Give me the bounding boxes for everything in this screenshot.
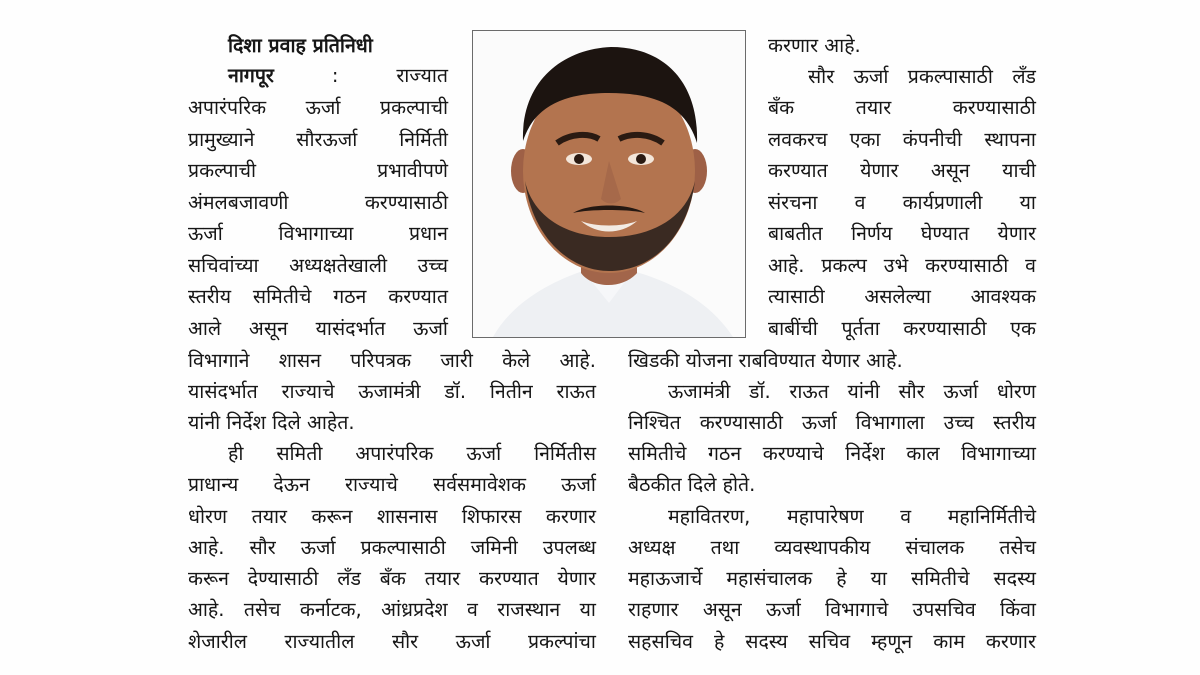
right-line: महावितरण, महापारेषण व महानिर्मितीचे (668, 505, 1036, 528)
left-line: शेजारील राज्यातील सौर ऊर्जा प्रकल्पांचा (188, 630, 596, 653)
right-line: संरचना व कार्यप्रणाली या (768, 191, 1036, 214)
left-line: प्रामुख्याने सौरऊर्जा निर्मिती (188, 128, 448, 151)
left-line: अंमलबजावणी करण्यासाठी (188, 191, 448, 214)
left-line: ही समिती अपारंपरिक ऊर्जा निर्मितीस (228, 442, 596, 465)
right-line: करणार आहे. (768, 34, 861, 57)
right-line: त्यासाठी असलेल्या आवश्यक (768, 285, 1036, 308)
right-line: महाऊजार्चे महासंचालक हे या समितीचे सदस्य (628, 567, 1036, 590)
left-line: ऊर्जा विभागाच्या प्रधान (188, 222, 448, 245)
right-line: ऊजामंत्री डॉ. राऊत यांनी सौर ऊर्जा धोरण (668, 380, 1036, 403)
left-line: धोरण तयार करून शासनास शिफारस करणार (188, 505, 596, 528)
left-line: आले असून यासंदर्भात ऊर्जा (188, 317, 448, 340)
right-line: समितीचे गठन करण्याचे निर्देश काल विभागाच्या (628, 442, 1036, 465)
dateline-colon: : (331, 64, 339, 87)
left-line: विभागाने शासन परिपत्रक जारी केले आहे. (188, 349, 596, 372)
right-line: खिडकी योजना राबविण्यात येणार आहे. (628, 349, 903, 372)
right-line: सौर ऊर्जा प्रकल्पासाठी लँड (808, 65, 1036, 88)
dateline-city: नागपूर (228, 64, 274, 87)
right-line: आहे. प्रकल्प उभे करण्यासाठी व (768, 254, 1036, 277)
portrait-image (473, 31, 745, 337)
left-line: प्रकल्पाची प्रभावीपणे (188, 159, 448, 182)
right-line: बाबींची पूर्तता करण्यासाठी एक (768, 317, 1036, 340)
portrait-photo (472, 30, 746, 338)
dateline-row (228, 60, 448, 92)
right-line: निश्चित करण्यासाठी ऊर्जा विभागाला उच्च स्तरीय (628, 411, 1036, 434)
right-line: बैठकीत दिले होते. (628, 473, 756, 496)
left-line: सचिवांच्या अध्यक्षतेखाली उच्च (188, 254, 448, 277)
right-line: करण्यात येणार असून याची (768, 159, 1036, 182)
byline: दिशा प्रवाह प्रतिनिधी (228, 34, 373, 57)
right-line: बाबतीत निर्णय घेण्यात येणार (768, 222, 1036, 245)
left-line: स्तरीय समितीचे गठन करण्यात (188, 285, 448, 308)
left-line: आहे. तसेच कर्नाटक, आंध्रप्रदेश व राजस्थान या (188, 598, 596, 621)
dateline-rest: राज्यात (396, 64, 448, 87)
left-line: आहे. सौर ऊर्जा प्रकल्पासाठी जमिनी उपलब्ध (188, 536, 596, 559)
right-line: अध्यक्ष तथा व्यवस्थापकीय संचालक तसेच (628, 536, 1036, 559)
right-line: लवकरच एका कंपनीची स्थापना (768, 128, 1036, 151)
left-line: करून देण्यासाठी लँड बँक तयार करण्यात येणार (188, 567, 596, 590)
left-line: यांनी निर्देश दिले आहेत. (188, 411, 355, 434)
right-line: सहसचिव हे सदस्य सचिव म्हणून काम करणार (628, 630, 1036, 653)
right-line: बँक तयार करण्यासाठी (768, 96, 1036, 119)
left-line: प्राधान्य देऊन राज्याचे सर्वसमावेशक ऊर्जा (188, 473, 596, 496)
left-line: अपारंपरिक ऊर्जा प्रकल्पाची (188, 96, 448, 119)
right-line: राहणार असून ऊर्जा विभागाचे उपसचिव किंवा (628, 598, 1036, 621)
left-line: यासंदर्भात राज्याचे ऊजामंत्री डॉ. नितीन राऊत (188, 380, 596, 403)
